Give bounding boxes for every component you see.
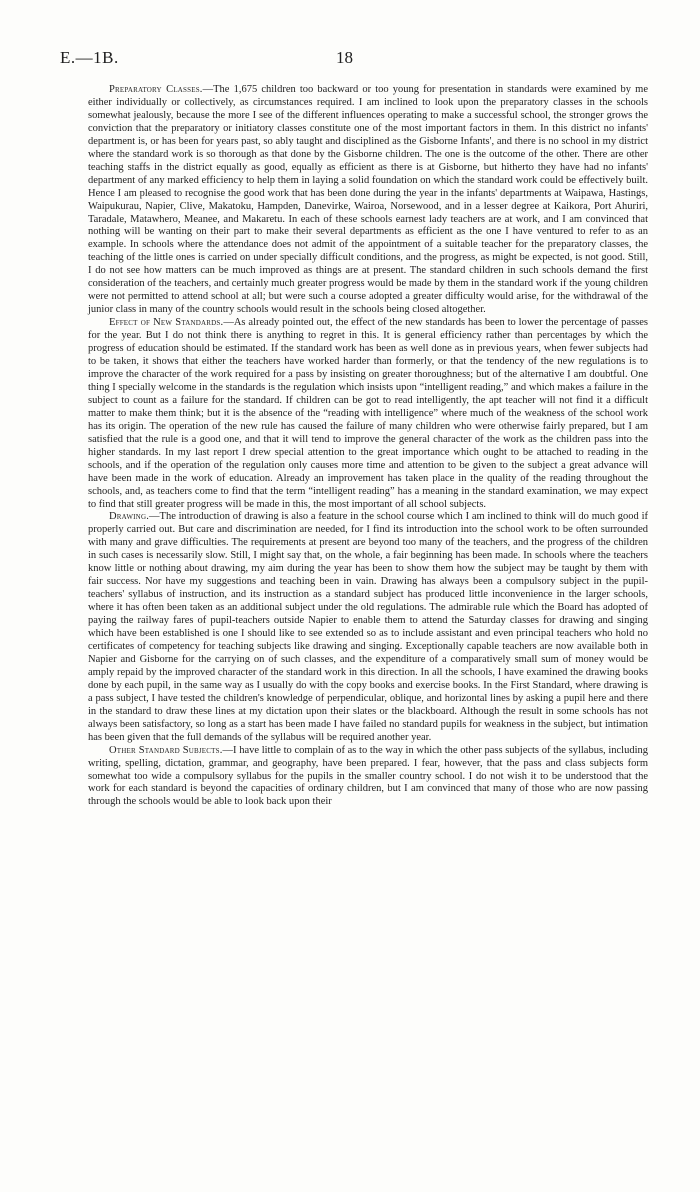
section-heading: Other Standard Subjects. — [109, 744, 223, 756]
document-reference: E.—1B. — [60, 48, 119, 67]
paragraph-text: —The 1,675 children too backward or too young for presentation in standards were examined by me either individually or collectively, as circumstances required. I am inclined to look upon the preparatory classes in the schools somewhat jealously, because the more I see of the different influences operating to make a successful school, the stronger grows the conviction that the preparatory or initiatory classes constitute one of the most important factors in them. In this district no infants' department is, or has been for years past, so ably taught and disciplined as the Gisborne Infants', and there is no school in my district where the standard work is so thorough as that done by the Gisborne children. The one is the outcome of the other. There are other teaching staffs in the district equally as good, equally as efficient as there is at Gisborne, but hitherto they have had no infants' department of any marked efficiency to help them in laying a solid foundation on which the standard work could be effectively built. Hence I am pleased to recognise the good work that has been done during the year in the infants' departments at Waipawa, Hastings, Waipukurau, Napier, Clive, Makatoku, Hampden, Danevirke, Wairoa, Norsewood, and in a lesser degree at Kaikora, Port Ahuriri, Taradale, Matawhero, Meanee, and Makaretu. In each of these schools earnest lady teachers are at work, and I am convinced that nothing will be wanting on their part to make their several departments as efficient as the one I have ventured to refer to as an example. In schools where the attendance does not admit of the appointment of a suitable teacher for the preparatory classes, the teaching of the little ones is carried on under specially difficult conditions, and the progress, as might be expected, is not good. Still, I do not see how matters can be much improved as things are at present. The standard children in such schools demand the first consideration of the teachers, and certainly much greater progress would be made by them in the standard work if the young children were not permitted to attend school at all; but were such a course adopted a greater difficulty would arise, for the withdrawal of the junior class in many of the country schools would result in the schools being closed altogether. — [88, 84, 649, 316]
report-body — [88, 84, 648, 809]
paragraph-text: —As already pointed out, the effect of the new standards has been to lower the percentage of passes for the year. But I do not think there is anything to regret in this. It is general efficiency rather than percentages by which the progress of education should be estimated. If the standard work has been as well done as in previous years, when fewer subjects had to be taken, it shows that either the teachers have worked harder than formerly, or that the tendency of the new regulations is to improve the character of the work required for a pass by insisting on greater thoroughness; but of the alternative I am doubtful. One thing I specially welcome in the standards is the regulation which insists upon “intelligent reading,” and which makes a failure in the subject to count as a failure for the standard. If children can be got to read intelligently, the apt teacher will not find it a difficult matter to make them think; but it is the absence of the “reading with intelligence” where much of the weakness of the school work has its origin. The operation of the new rule has caused the failure of many children who were otherwise fairly prepared, but I am satisfied that the rule is a good one, and that it will tend to improve the general character of the work as the children pass into the higher standards. In my last report I drew special attention to the great importance which ought to be attached to reading in the schools, and if the operation of the regulation only causes more time and attention to be given to the subject a great advance will have been made in the work of education. Already an improvement has taken place in the quality of the reading throughout the schools, and, as teachers come to find that the term “intelligent reading” has a meaning in the standard examination, we may expect to find that still greater progress will be made in this, the most important of all school subjects. — [88, 317, 648, 510]
section-heading: Effect of New Standards. — [109, 317, 224, 329]
paragraph-text: —The introduction of drawing is also a feature in the school course which I am inclined to think will do much good if properly carried out. But care and discrimination are needed, for I find its introduction into the school work to be often surrounded with many and grave difficulties. The requirements at present are beyond too many of the teachers, and the progress of the children in such cases is necessarily slow. Still, I might say that, on the whole, a fair beginning has been made. In schools where the teachers know little or nothing about drawing, my aim during the year has been to show them how the subject may be taught by them with fair success. Nor have my suggestions and teaching been in vain. Drawing has always been a compulsory subject in the pupil-teachers' syllabus of instruction, and its instruction as a standard subject has produced little inconvenience in the larger schools, where it has often been taken as an additional subject under the old regulations. The admirable rule which the Board has adopted of paying the railway fares of pupil-teachers outside Napier to enable them to attend the Saturday classes for drawing and singing which have been established is one I should like to see extended so as to include assistant and even principal teachers who hold no certificates of competency for teaching subjects like drawing and singing. Exceptionally capable teachers are now available both in Napier and Gisborne for the carrying on of such classes, and the expenditure of a comparatively small sum of money would be amply repaid by the improved character of the standard work in this direction. In all the schools, I have examined the drawing books done by each pupil, in the same way as I usually do with the copy books and exercise books. In the First Standard, where drawing is a pass subject, I have tested the children's knowledge of perpendicular, oblique, and horizontal lines by asking a pupil here and there in the standard to draw these lines at my dictation upon their slates or the blackboard. Although the result in some schools has not always been satisfactory, so long as a start has been made I have failed no standard pupils for weakness in the subject, but intimation has been given that the full demands of the syllabus will be required another year. — [88, 511, 648, 743]
section-heading: Drawing. — [109, 511, 150, 523]
section-heading: Preparatory Classes. — [109, 84, 203, 95]
paragraph-preparatory-classes — [88, 84, 648, 317]
paragraph-effect-of-new-standards — [88, 317, 648, 511]
paragraph-text: —I have little to complain of as to the way in which the other pass subjects of the syllabus, including writing, spelling, dictation, grammar, and geography, have been prepared. I fear, however, that the pass and class subjects form somewhat too wide a compulsory syllabus for the pupils in the smaller country school. I do not wish it to be understood that the work for each standard is beyond the capacities of ordinary children, but I am convinced that many of those who are now passing through the schools would be able to look back upon their — [88, 744, 648, 808]
paragraph-drawing — [88, 511, 648, 744]
paragraph-other-standard-subjects — [88, 745, 648, 810]
page-number: 18 — [336, 48, 353, 67]
